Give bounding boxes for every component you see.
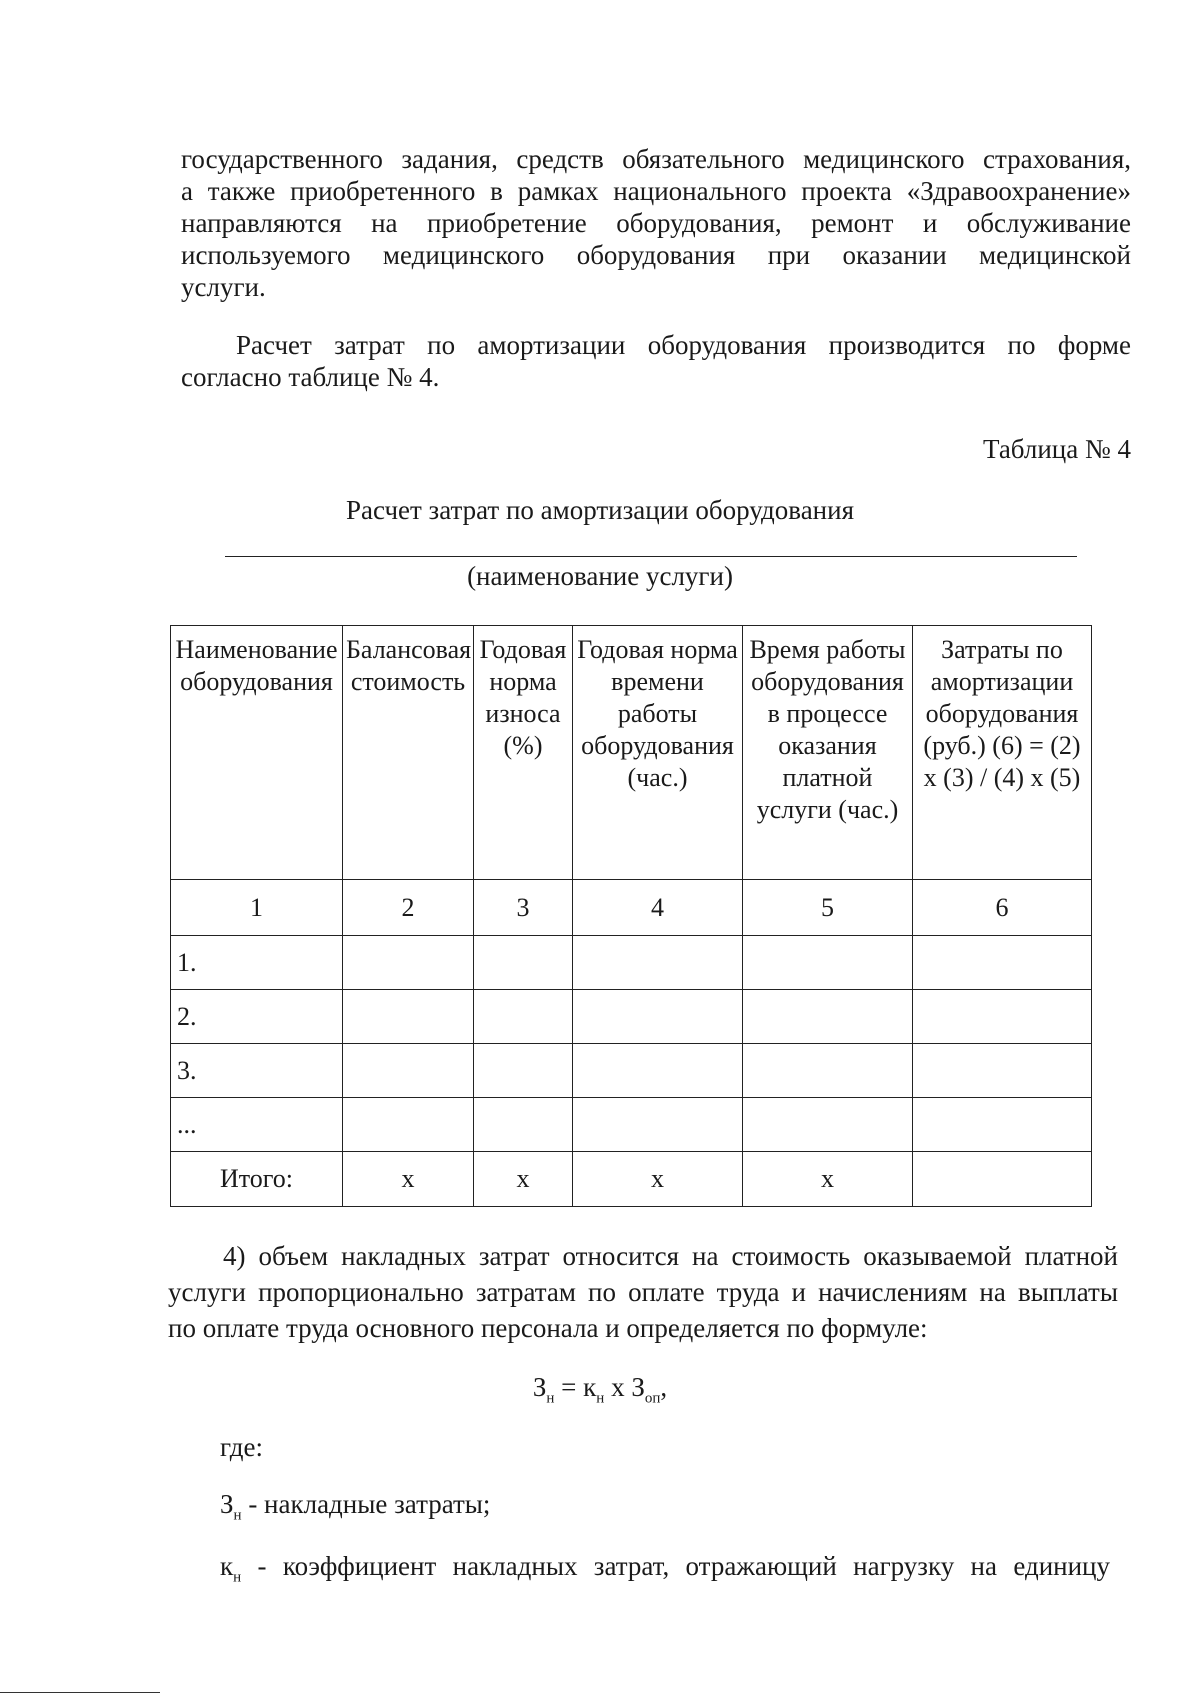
table-cell xyxy=(913,1044,1092,1098)
table-cell xyxy=(474,1098,573,1152)
table-cell xyxy=(913,990,1092,1044)
table-row xyxy=(171,936,1092,990)
table-cell xyxy=(743,936,913,990)
column-number-cell: 1 xyxy=(171,880,343,936)
formula-eq: = xyxy=(554,1372,584,1402)
table-header-cell: Балансовая стоимость xyxy=(343,626,474,880)
service-name-line xyxy=(225,556,1077,557)
table-cell xyxy=(573,990,743,1044)
depreciation-table xyxy=(170,625,1092,1207)
overhead-line: по оплате труда основного персонала и определяется по формуле: xyxy=(168,1313,928,1343)
calc-line: согласно таблице № 4. xyxy=(181,362,440,392)
def-text: - накладные затраты; xyxy=(241,1489,491,1519)
table-header-cell: Годовая норма износа (%) xyxy=(474,626,573,880)
table-cell xyxy=(343,1098,474,1152)
column-number-cell: 6 xyxy=(913,880,1092,936)
table-number: Таблица № 4 xyxy=(983,434,1131,464)
calc-line: Расчет затрат по амортизации оборудования производится по форме xyxy=(236,330,1131,360)
total-row xyxy=(171,1152,1092,1207)
overhead-paragraph xyxy=(168,1240,1118,1348)
formula-z2-sub: оп xyxy=(644,1390,661,1407)
formula-z2: З xyxy=(631,1372,645,1402)
formula-times: х xyxy=(604,1372,632,1402)
table-cell xyxy=(474,1044,573,1098)
total-cell: Итого: xyxy=(171,1152,343,1207)
table-cell xyxy=(573,936,743,990)
table-cell xyxy=(474,936,573,990)
table-row xyxy=(171,1044,1092,1098)
column-number-cell: 2 xyxy=(343,880,474,936)
column-number-cell: 3 xyxy=(474,880,573,936)
def-symbol: З xyxy=(220,1489,234,1519)
table-cell xyxy=(343,1044,474,1098)
footer-rule xyxy=(0,1692,160,1693)
definition-zn xyxy=(220,1488,491,1524)
formula-end: , xyxy=(660,1372,668,1402)
table-header-row xyxy=(171,626,1092,880)
total-cell xyxy=(913,1152,1092,1207)
table-header-cell: Время работы оборудования в процессе оказания платной услуги (час.) xyxy=(743,626,913,880)
total-cell: х xyxy=(573,1152,743,1207)
total-cell: х xyxy=(343,1152,474,1207)
table-cell: 1. xyxy=(171,936,343,990)
def-symbol-sub: н xyxy=(233,1507,242,1524)
def-text: - коэффициент накладных затрат, отражающий нагрузку на единицу xyxy=(241,1551,1110,1581)
table-cell: 3. xyxy=(171,1044,343,1098)
table-title: Расчет затрат по амортизации оборудования xyxy=(346,495,854,525)
where-label: где: xyxy=(220,1432,263,1462)
table-header-cell: Годовая норма времени работы оборудования (час.) xyxy=(573,626,743,880)
column-number-cell: 5 xyxy=(743,880,913,936)
total-cell: х xyxy=(474,1152,573,1207)
table-row xyxy=(171,1098,1092,1152)
table-cell xyxy=(343,936,474,990)
intro-line: используемого медицинского оборудования при оказании медицинской xyxy=(181,240,1131,270)
def-symbol-sub: н xyxy=(233,1569,242,1586)
overhead-line: 4) объем накладных затрат относится на стоимость оказываемой платной xyxy=(223,1241,1118,1271)
formula-k-sub: н xyxy=(596,1390,605,1407)
service-name-label: (наименование услуги) xyxy=(467,561,733,591)
table-row xyxy=(171,990,1092,1044)
intro-line: услуги. xyxy=(181,272,266,302)
calc-paragraph xyxy=(181,329,1131,393)
overhead-formula xyxy=(0,1371,1200,1407)
intro-paragraph xyxy=(181,143,1131,303)
table-cell: ... xyxy=(171,1098,343,1152)
column-number-row xyxy=(171,880,1092,936)
table-cell xyxy=(573,1044,743,1098)
table-cell xyxy=(913,936,1092,990)
table-cell xyxy=(573,1098,743,1152)
formula-z: З xyxy=(532,1372,547,1402)
intro-line: государственного задания, средств обязательного медицинского страхования, xyxy=(181,144,1131,174)
table-cell xyxy=(743,990,913,1044)
table-cell xyxy=(474,990,573,1044)
column-number-cell: 4 xyxy=(573,880,743,936)
definition-kn xyxy=(220,1550,1110,1586)
intro-line: а также приобретенного в рамках национального проекта «Здравоохранение» xyxy=(181,176,1131,206)
table-cell xyxy=(913,1098,1092,1152)
table-header-cell: Наименование оборудования xyxy=(171,626,343,880)
table-cell xyxy=(343,990,474,1044)
table-cell xyxy=(743,1044,913,1098)
total-cell: х xyxy=(743,1152,913,1207)
table-cell: 2. xyxy=(171,990,343,1044)
table-header-cell: Затраты по амортизации оборудования (руб.) (6) = (2) х (3) / (4) х (5) xyxy=(913,626,1092,880)
overhead-line: услуги пропорционально затратам по оплате труда и начислениям на выплаты xyxy=(168,1277,1118,1307)
table-cell xyxy=(743,1098,913,1152)
intro-line: направляются на приобретение оборудования, ремонт и обслуживание xyxy=(181,208,1131,238)
formula-z-sub: н xyxy=(546,1390,555,1407)
def-symbol: к xyxy=(220,1551,234,1581)
formula-k: к xyxy=(583,1372,597,1402)
